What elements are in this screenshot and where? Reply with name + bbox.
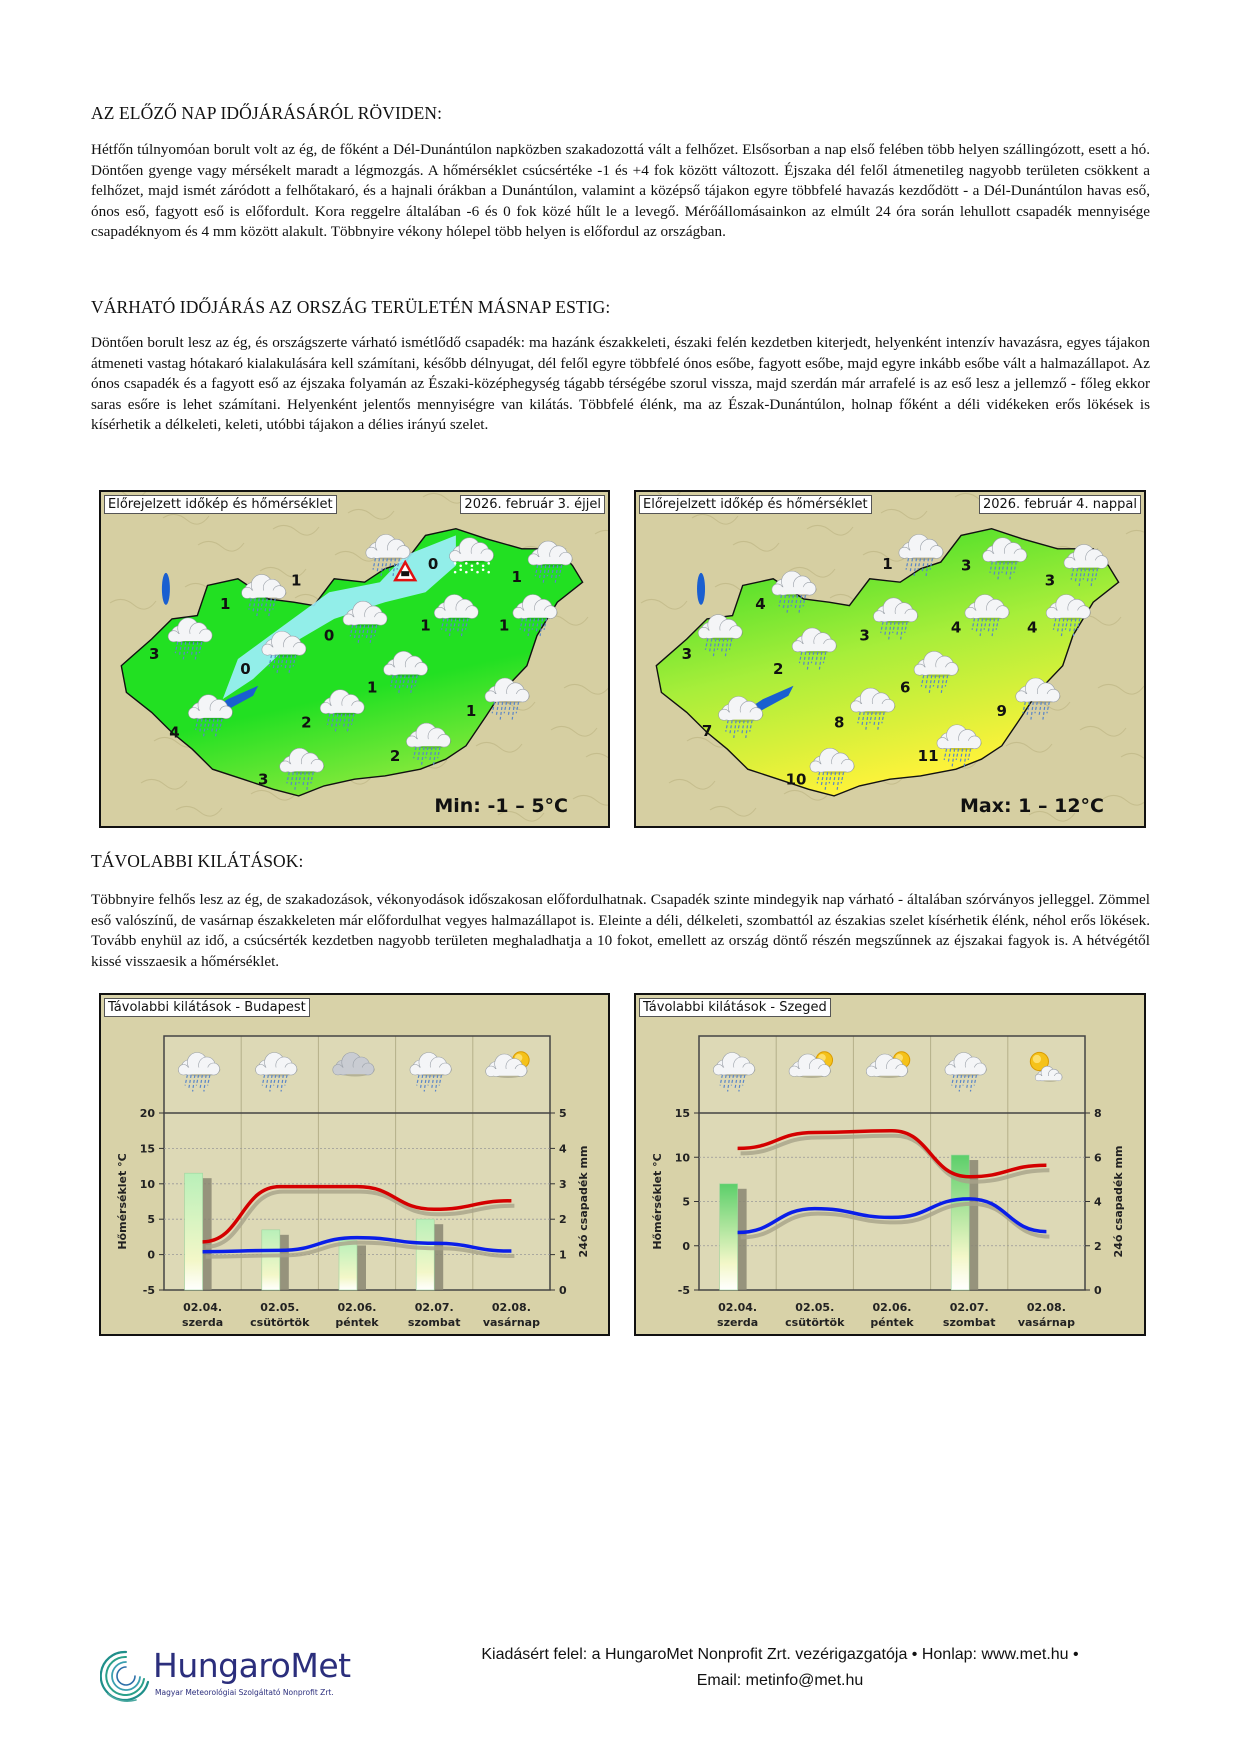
y-right-tick-label: 2 (1094, 1239, 1102, 1253)
x-tick-weekday: vasárnap (482, 1316, 540, 1329)
lake-ferto (162, 573, 170, 605)
section-heading-forecast: VÁRHATÓ IDŐJÁRÁS AZ ORSZÁG TERÜLETÉN MÁSNAP ESTIG: (91, 297, 611, 317)
chart-title: Távolabbi kilátások - Szeged (639, 998, 831, 1017)
y-tick-label: -5 (142, 1284, 155, 1297)
forecast-map-day (634, 490, 1146, 828)
temperature-label: 4 (950, 618, 962, 637)
footer-line-1[interactable]: Kiadásért felel: a HungaroMet Nonprofit Zrt. vezérigazgatója • Honlap: www.met.hu • (481, 1646, 1079, 1663)
y-right-tick-label: 8 (1094, 1107, 1102, 1120)
map-title: Előrejelzett időkép és hőmérséklet (639, 495, 872, 514)
y-axis-title: Hőmérséklet °C (116, 1153, 129, 1250)
x-tick-date: 02.06. (872, 1301, 912, 1314)
temperature-label: 6 (900, 678, 911, 697)
x-tick-date: 02.08. (1026, 1301, 1066, 1314)
y-tick-label: 10 (139, 1177, 155, 1191)
section-text-outlook: Többnyire felhős lesz az ég, de szakadozások, vékonyodások időszakosan előfordulhatnak. Csapadék szinte mindegyik nap várható - általában szórványos jelleggel. Zömmel eső valószínű, de vasárnap északkeleten már előfordulhat vegyes halmazállapot is. Eleinte a déli, délkeleti, szombattól az északias szelet kísérhetik élénk, néhol erős lökések. Tovább enyhül az idő, a csúcsérték kezdetben nagyobb területen meghaladhatja a 10 fokot, emellett az ország döntő részén megszűnnek az éjszakai fagyok is. A hétvégétől kissé visszaesik a hőmérséklet. (91, 891, 1150, 970)
x-tick-weekday: szombat (942, 1316, 996, 1329)
precipitation-bar (262, 1230, 280, 1290)
x-tick-date: 02.04. (183, 1301, 223, 1314)
temperature-label: 4 (1027, 618, 1038, 637)
temperature-label: 1 (290, 571, 302, 590)
logo-name: HungaroMet (153, 1646, 351, 1685)
temperature-label: 1 (465, 701, 477, 720)
temperature-label: 3 (681, 645, 693, 663)
y-tick-label: 5 (682, 1195, 690, 1209)
y-right-tick-label: 0 (559, 1284, 567, 1297)
y-right-tick-label: 0 (1094, 1284, 1102, 1297)
x-tick-weekday: csütörtök (785, 1316, 845, 1329)
y-axis-title: Hőmérséklet °C (651, 1153, 664, 1250)
y-right-axis-title: 24ó csapadék mm (577, 1145, 590, 1258)
map-date: 2026. február 4. nappal (979, 495, 1141, 514)
y-tick-label: -5 (677, 1284, 690, 1297)
hungaromet-logo[interactable] (100, 1646, 360, 1708)
temperature-label: 0 (240, 660, 251, 679)
temperature-label: 0 (323, 626, 335, 645)
x-tick-date: 02.07. (949, 1301, 989, 1314)
chart-canvas (636, 995, 1144, 1334)
temperature-label: 1 (511, 568, 522, 587)
precipitation-bar (185, 1173, 203, 1290)
temperature-label: 4 (755, 594, 766, 613)
x-tick-date: 02.07. (414, 1301, 454, 1314)
x-tick-date: 02.08. (491, 1301, 531, 1314)
y-right-tick-label: 3 (559, 1177, 567, 1191)
temperature-label: 1 (420, 616, 431, 635)
temperature-label: 1 (498, 616, 510, 635)
x-tick-weekday: vasárnap (1017, 1316, 1075, 1329)
y-tick-label: 15 (674, 1107, 690, 1120)
logo-subtitle: Magyar Meteorológiai Szolgáltató Nonprofit Zrt. (155, 1688, 334, 1697)
y-right-tick-label: 1 (559, 1248, 567, 1262)
y-tick-label: 15 (139, 1142, 155, 1156)
x-tick-date: 02.06. (337, 1301, 377, 1314)
temperature-range-summary: Max: 1 – 12°C (959, 795, 1104, 817)
y-tick-label: 0 (147, 1248, 155, 1262)
y-tick-label: 10 (674, 1151, 690, 1165)
x-tick-weekday: péntek (335, 1316, 379, 1329)
temperature-label: 11 (917, 746, 939, 765)
x-tick-weekday: csütörtök (250, 1316, 310, 1329)
lake-ferto (697, 573, 705, 605)
temperature-label: 8 (833, 713, 845, 732)
temperature-label: 0 (427, 554, 439, 573)
footer-imprint (400, 1642, 1160, 1694)
temperature-label: 7 (701, 721, 713, 740)
y-right-tick-label: 2 (559, 1213, 567, 1227)
temperature-label: 2 (301, 713, 312, 732)
section-text-forecast: Döntően borult lesz az ég, és országszerte várható ismétlődő csapadék: ma hazánk északkeleti, északi felén kezdetben kiterjedt, helyenként intenzív havazásra, egyes tájakon átmeneti vastag hótakaró kialakulására kell számítani, később délnyugat, dél felől egyre többfelé ónos esőbe, fagyott esőbe, majd egyre inkább esőbe vált a halmazállapot. Az ónos csapadék és a fagyott eső az éjszaka folyamán az Északi-középhegység tágabb térségébe szorul vissza, majd szerdán már arrafelé is az eső lesz a jellemző - főleg ekkor saras esőre is lehet számítani. Helyenként jelentős mennyiségre van kilátás. Többfelé élénk, ma az Észak-Dunántúlon, holnap főként a déli vidékeken erős lökések is kísérhetik a délkeleti, keleti, utóbbi tájakon a délies irányú szelet. (91, 334, 1150, 433)
x-tick-date: 02.04. (718, 1301, 758, 1314)
y-tick-label: 5 (147, 1213, 155, 1227)
temperature-label: 4 (169, 723, 180, 742)
precipitation-bar (720, 1184, 738, 1290)
temperature-label: 9 (996, 701, 1007, 720)
y-right-tick-label: 4 (1094, 1195, 1102, 1209)
y-right-tick-label: 5 (559, 1107, 567, 1120)
temperature-label: 3 (258, 770, 269, 789)
temperature-label: 3 (960, 556, 972, 575)
map-canvas (636, 492, 1144, 826)
footer-line-2[interactable]: Email: metinfo@met.hu (696, 1672, 864, 1689)
x-tick-weekday: szombat (407, 1316, 461, 1329)
y-right-axis-title: 24ó csapadék mm (1112, 1145, 1125, 1258)
section-text-previous-day: Hétfőn túlnyomóan borult volt az ég, de főként a Dél-Dunántúlon napközben szakadozottá vált a felhőzet. Elsősorban a nap első felében több helyen szállingózott, esett a hó. Döntően gyenge vagy mérsékelt maradt a légmozgás. A hőmérséklet csúcsértéke -1 és +4 fok között változott. Éjszaka dél felől átmenetileg nagyobb területen csökkent a felhőzet, majd ismét záródott a felhőtakaró, és a hajnali órákban a Dunántúlon, valamint a középső tájakon egyre többfelé havazás kezdődött - a Dél-Dunántúlon havas eső, ónos eső, fagyott eső is előfordult. Kora reggelre általában -6 és 0 fok közé hűlt le a levegő. Mérőállomásainkon az elmúlt 24 óra során lehullott csapadék mennyisége csapadéknyom és 4 mm között alakult. Többnyire vékony hólepel több helyen is előfordul az országban. (91, 141, 1150, 240)
temperature-label: 2 (773, 660, 784, 679)
map-date: 2026. február 3. éjjel (460, 495, 605, 514)
map-canvas (101, 492, 608, 826)
temperature-label: 3 (149, 645, 160, 663)
y-right-tick-label: 6 (1094, 1151, 1102, 1165)
precipitation-bar (339, 1240, 357, 1290)
map-title: Előrejelzett időkép és hőmérséklet (104, 495, 337, 514)
y-tick-label: 20 (139, 1107, 155, 1120)
y-right-tick-label: 4 (559, 1142, 567, 1156)
forecast-map-night (99, 490, 610, 828)
temperature-label: 1 (219, 594, 231, 613)
outlook-chart-budapest (99, 993, 610, 1336)
precipitation-bar (416, 1219, 434, 1290)
temperature-label: 10 (785, 770, 807, 789)
y-tick-label: 0 (682, 1239, 690, 1253)
temperature-label: 3 (1044, 571, 1056, 590)
temperature-label: 1 (882, 554, 893, 573)
x-tick-date: 02.05. (795, 1301, 835, 1314)
x-tick-date: 02.05. (260, 1301, 300, 1314)
chart-title: Távolabbi kilátások - Budapest (104, 998, 310, 1017)
x-tick-weekday: szerda (182, 1316, 224, 1329)
x-tick-weekday: péntek (870, 1316, 914, 1329)
temperature-label: 1 (367, 678, 378, 697)
temperature-range-summary: Min: -1 – 5°C (434, 795, 568, 817)
swirl-logo-icon (100, 1646, 152, 1708)
temperature-label: 2 (389, 746, 401, 765)
section-heading-previous-day: AZ ELŐZŐ NAP IDŐJÁRÁSÁRÓL RÖVIDEN: (91, 103, 443, 123)
section-heading-outlook: TÁVOLABBI KILÁTÁSOK: (91, 851, 304, 871)
outlook-chart-szeged (634, 993, 1146, 1336)
x-tick-weekday: szerda (717, 1316, 759, 1329)
chart-canvas (101, 995, 608, 1334)
temperature-label: 3 (859, 626, 870, 645)
